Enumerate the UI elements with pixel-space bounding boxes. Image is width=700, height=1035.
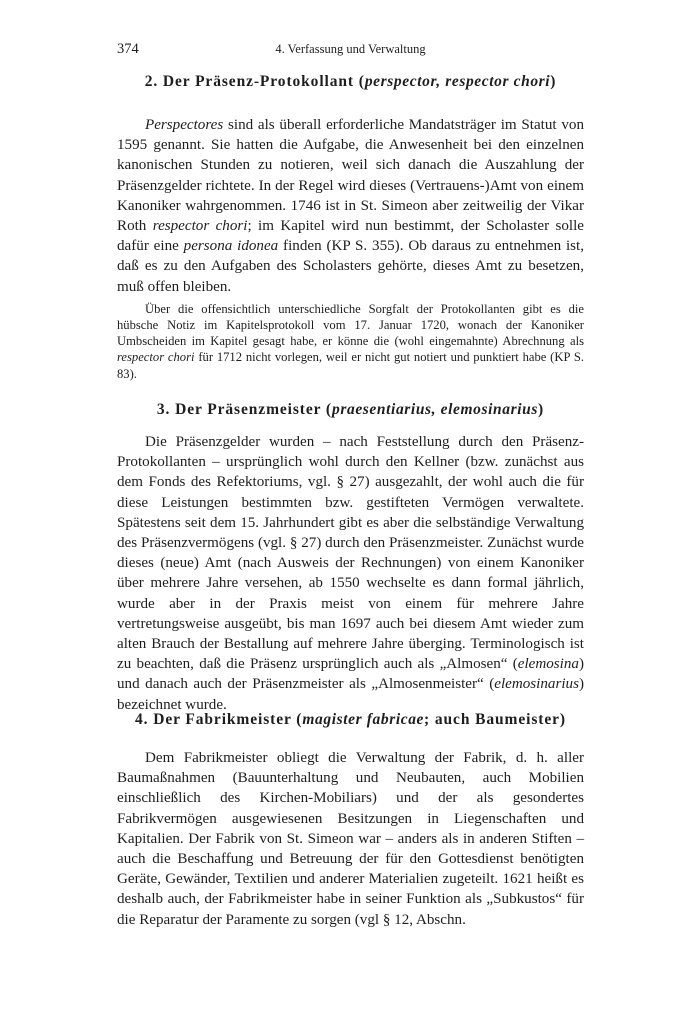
section-praesenzmeister	[117, 400, 584, 420]
body-paragraph	[117, 115, 584, 297]
heading-suffix: )	[538, 401, 545, 418]
running-head	[117, 40, 584, 58]
section-heading	[117, 710, 584, 730]
text-run: ; im Kapitel wird nun bestimmt, der Scholaster solle dafür eine	[117, 218, 584, 255]
heading-suffix: ; auch Baumeister)	[424, 711, 566, 728]
section-fabrikmeister	[117, 710, 584, 730]
text-run: Die Präsenzgelder wurden – nach Feststellung durch den Präsenz-Protokollanten – ursprünglich wohl durch den Kellner (bzw. zunächst aus dem Fonds des Refektoriums, vgl. § 27) ausgezahlt, der wohl auch die für diese Leistungen bestimmten bzw. gestifteten Vermögen verwaltete. Spätestens seit dem 15. Jahrhundert gibt es aber die selbständige Verwaltung des Präsenzvermögens (vgl. § 27) durch den Präsenzmeister. Zunächst wurde dieses (neue) Amt (nach Ausweis der Rechnungen) von einem Kanoniker über mehrere Jahre versehen, ab 1550 wechselte es dann formal jährlich, wurde aber in der Praxis meist von einem für mehrere Jahre vertretungsweise ausgeübt, bis man 1697 auch bei diesem Amt wieder zum alten Brauch der Bestallung auf mehrere Jahre überging. Terminologisch ist zu beachten, daß die Präsenz ursprünglich auch als „Almosen“ (	[117, 434, 584, 673]
footnote-paragraph	[117, 301, 584, 382]
body-paragraph	[117, 432, 584, 715]
section-fabrikmeister-text	[117, 748, 584, 930]
section-heading	[117, 400, 584, 420]
text-run: ) bezeichnet wurde.	[117, 676, 584, 713]
text-run: ) und danach auch der Präsenzmeister als „Almosenmeister“ (	[117, 656, 584, 693]
page-number: 374	[117, 41, 139, 57]
heading-latin-terms: praesentiarius, elemosinarius	[331, 401, 539, 418]
heading-latin-terms: perspector, respector chori	[364, 73, 551, 90]
text-run: Dem Fabrikmeister obliegt die Verwaltung der Fabrik, d. h. aller Baumaßnahmen (Bauunterhaltung und Neubauten, auch Mobilien einschließlich des Kirchen-Mobiliars) und der als gesondertes Fabrikvermögen ausgewiesenen Besitzungen in Liegenschaften und Kapitalien. Der Fabrik von St. Simeon war – anders als in anderen Stiften – auch die Beschaffung und Betreuung der für den Gottesdienst benötigten Geräte, Gewänder, Textilien und anderer Materialien zugeteilt. 1621 heißt es deshalb auch, der Fabrikmeister habe in seiner Funktion als „Subkustos“ für die Reparatur der Paramente zu sorgen (vgl § 12, Abschn.	[117, 750, 584, 928]
latin-term: elemosina	[517, 656, 579, 673]
latin-term: Perspectores	[145, 117, 224, 133]
section-heading	[117, 72, 584, 92]
section-praesenzmeister-text	[117, 432, 584, 715]
text-run: für 1712 nicht vorlegen, weil er nicht gut notiert und punktiert habe (KP S. 83).	[117, 350, 584, 381]
latin-term: respector chori	[117, 350, 195, 365]
latin-term: respector chori	[152, 218, 248, 235]
text-run: sind als überall erforderliche Mandatsträger im Statut von 1595 genannt. Sie hatten die Aufgabe, die Anwesenheit bei den einzelnen kanonischen Stunden zu notieren, weil sich danach die Auszahlung der Präsenzgelder richtete. In der Regel wird dieses (Vertrauens-)Amt von einem Kanoniker wahrgenommen. 1746 ist in St. Simeon aber zeitweilig der Vikar Roth	[117, 117, 584, 235]
latin-term: persona idonea	[183, 238, 279, 255]
latin-term: elemosinarius	[494, 676, 579, 693]
section-praesenz-protokollant	[117, 72, 584, 92]
heading-prefix: 2. Der Präsenz-Protokollant (	[144, 73, 365, 90]
section-praesenz-protokollant-text	[117, 115, 584, 382]
heading-prefix: 3. Der Präsenzmeister (	[156, 401, 332, 418]
text-run: Über die offensichtlich unterschiedliche Sorgfalt der Protokollanten gibt es die hübsche Notiz im Kapitelsprotokoll vom 17. Januar 1720, wonach der Kanoniker Umbscheiden im Kapitel gesagt habe, er könne die (wohl eingemahnte) Abrechnung als	[117, 301, 584, 349]
body-paragraph	[117, 748, 584, 930]
heading-latin-terms: magister fabricae	[302, 711, 425, 728]
running-title: 4. Verfassung und Verwaltung	[275, 42, 426, 56]
heading-suffix: )	[550, 73, 557, 90]
heading-prefix: 4. Der Fabrikmeister (	[135, 711, 303, 728]
text-run: finden (KP S. 355). Ob daraus zu entnehmen ist, daß es zu den Aufgaben des Scholasters gehörte, dieses Amt zu besetzen, muß offen bleiben.	[117, 238, 584, 295]
